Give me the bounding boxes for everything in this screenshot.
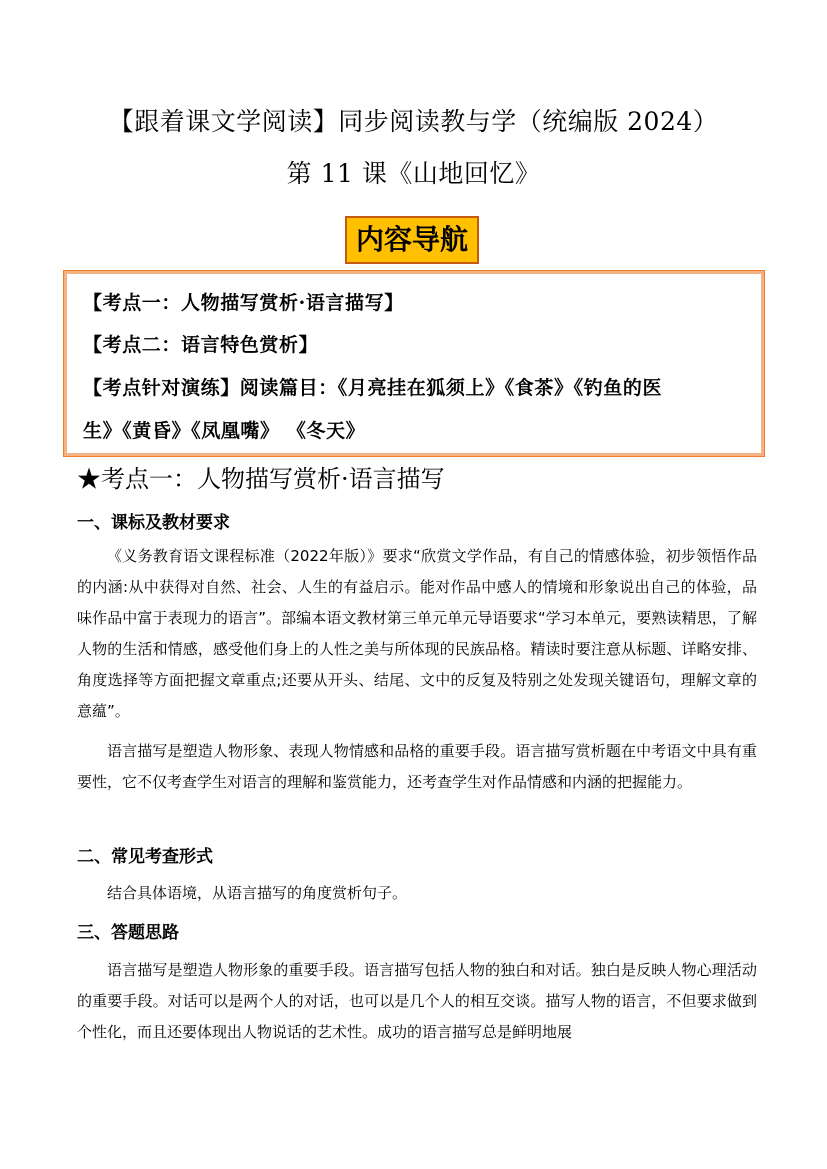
paragraph-curriculum: 《义务教育语文课程标准（2022年版）》要求“欣赏文学作品，有自己的情感体验，初步领悟作品的内涵:从中获得对自然、社会、人生的有益启示。能对作品中感人的情境和形象说出自己的体验，品味作品中富于表现力的语言”。部编本语文教材第三单元单元导语要求“学习本单元，要熟读精思，了解人物的生活和情感，感受他们身上的人性之美与所体现的民族品格。精读时要注意从标题、详略安排、角度选择等方面把握文章重点;还要从开头、结尾、文中的反复及特别之处发现关键语句，理解文章的意蕴”。 (77, 547, 757, 720)
lesson-title: 第 11 课《山地回忆》 (286, 159, 541, 188)
nav-item-point-two: 【考点二：语言特色赏析】 (83, 334, 319, 356)
section-heading: ★考点一：人物描写赏析·语言描写 (77, 465, 445, 493)
paragraph-answer-approach: 语言描写是塑造人物形象的重要手段。语言描写包括人物的独白和对话。独白是反映人物心理活动的重要手段。对话可以是两个人的对话，也可以是几个人的相互交谈。描写人物的语言，不但要求做到个性化，而且还要体现出人物说话的艺术性。成功的语言描写总是鲜明地展 (77, 961, 757, 1041)
document-title: 【跟着课文学阅读】同步阅读教与学（统编版 2024） (108, 107, 719, 136)
nav-item-practice-continued: 生》《黄昏》《凤凰嘴》 《冬天》 (83, 420, 366, 442)
content-navigation-box (64, 271, 764, 456)
nav-item-point-one: 【考点一：人物描写赏析·语言描写】 (83, 292, 404, 314)
content-navigation-badge: 内容导航 (345, 216, 479, 264)
subheading-question-forms: 二、常见考查形式 (77, 847, 213, 867)
paragraph-question-forms: 结合具体语境，从语言描写的角度赏析句子。 (107, 884, 408, 902)
subheading-curriculum: 一、课标及教材要求 (77, 513, 230, 533)
subheading-answer-approach: 三、答题思路 (77, 923, 179, 943)
nav-item-practice: 【考点针对演练】阅读篇目：《月亮挂在狐须上》《食茶》《钓鱼的医 (83, 377, 663, 399)
paragraph-importance: 语言描写是塑造人物形象、表现人物情感和品格的重要手段。语言描写赏析题在中考语文中具有重要性，它不仅考查学生对语言的理解和鉴赏能力，还考查学生对作品情感和内涵的把握能力。 (77, 742, 757, 791)
